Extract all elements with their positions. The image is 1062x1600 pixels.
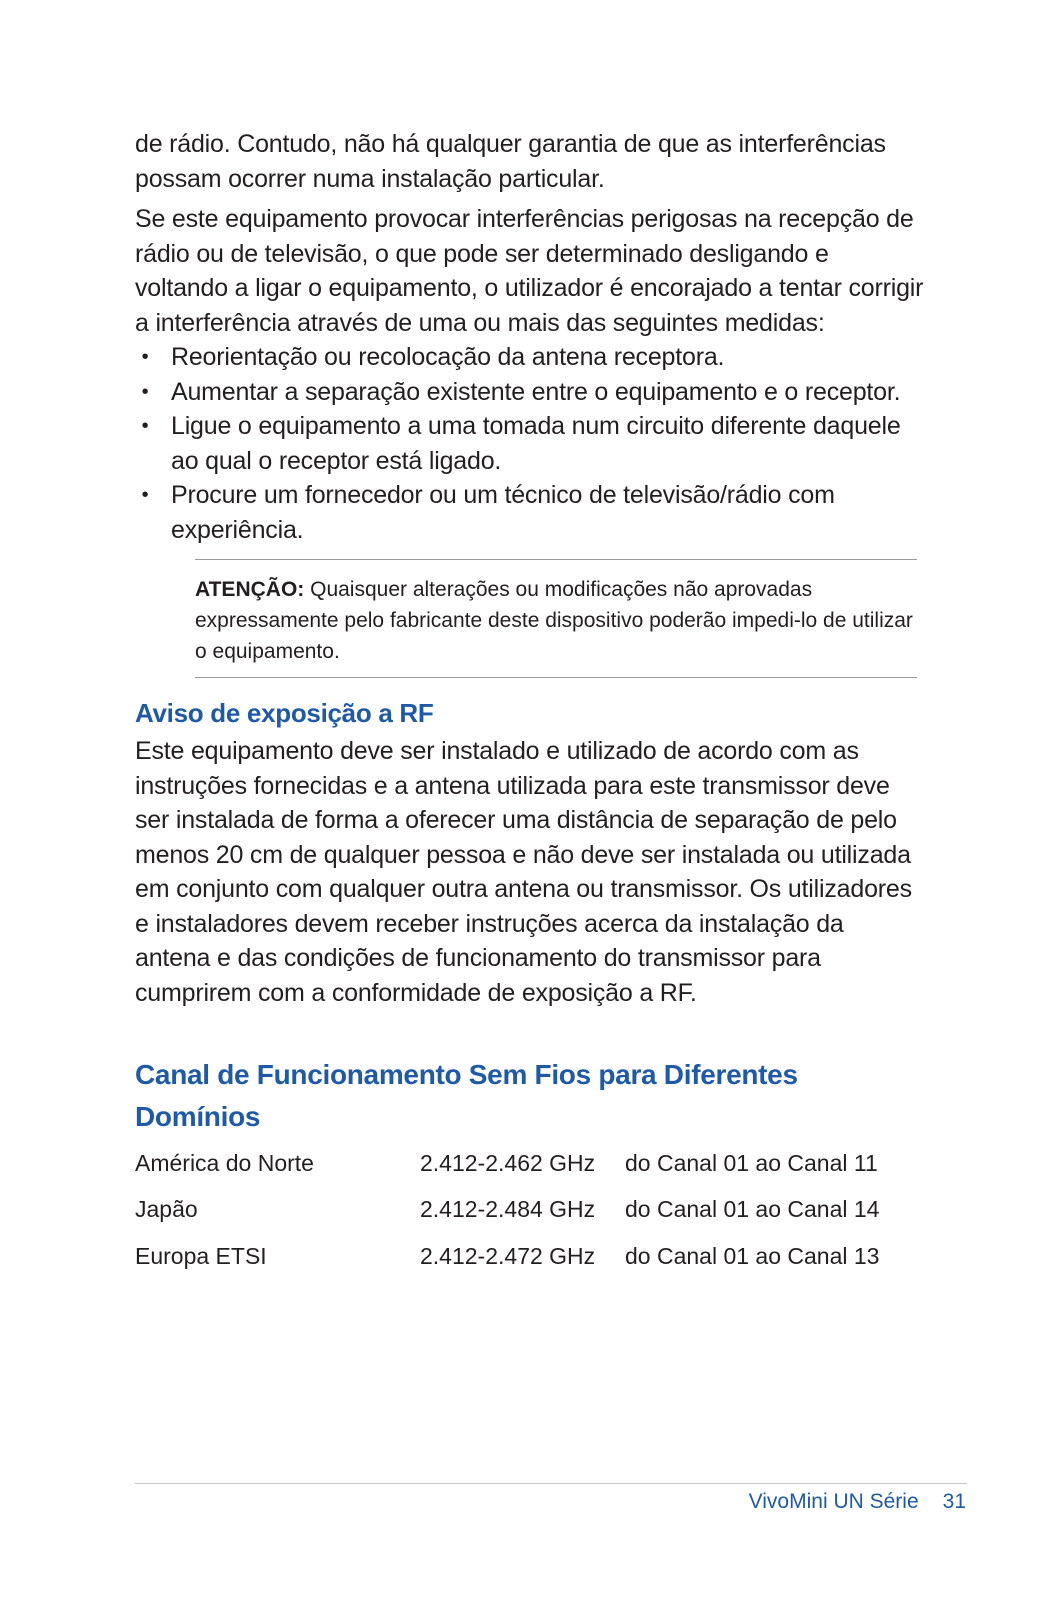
channels-cell: do Canal 01 ao Canal 14 [625, 1196, 880, 1223]
frequency-cell: 2.412-2.484 GHz [420, 1196, 596, 1223]
frequency-cell: 2.412-2.462 GHz [420, 1149, 596, 1176]
intro-paragraph: Se este equipamento provocar interferências perigosas na recepção de rádio ou de televisão, o que pode ser determinado desligando e voltando a ligar o equipamento, o utilizador é encorajado a tentar corrigir a interferência através de uma ou mais das seguintes medidas: [135, 205, 924, 337]
warning-note [195, 559, 917, 678]
warning-body: Quaisquer alterações ou modificações não aprovadas expressamente pelo fabricante deste dispositivo poderão impedi-lo de utilizar o equipamento. [195, 578, 913, 663]
list-item-text: Reorientação ou recolocação da antena receptora. [171, 343, 725, 371]
region-cell: Japão [135, 1196, 198, 1223]
list-item-text: Aumentar a separação existente entre o equipamento e o receptor. [171, 377, 901, 406]
list-item-text: Ligue o equipamento a uma tomada num circuito diferente daquele ao qual o receptor está ligado. [171, 412, 901, 475]
region-cell: Europa ETSI [135, 1242, 267, 1269]
bullet-icon: • [141, 380, 149, 403]
frequency-cell: 2.412-2.472 GHz [420, 1242, 596, 1269]
footer-product-name: VivoMini UN Série [748, 1490, 919, 1513]
channel-table [135, 1140, 879, 1280]
wireless-channel-heading: Canal de Funcionamento Sem Fios para Diferentes Domínios [135, 1059, 798, 1132]
footer-divider [135, 1483, 967, 1484]
warning-label: ATENÇÃO: [195, 578, 305, 601]
bullet-icon: • [141, 415, 149, 437]
warning-note-text [195, 574, 917, 667]
table-row [135, 1140, 879, 1187]
list-item [135, 340, 925, 375]
intro-paragraph: de rádio. Contudo, não há qualquer garantia de que as interferências possam ocorrer numa instalação particular. [135, 130, 886, 193]
list-item [135, 375, 925, 410]
document-page [135, 127, 925, 1280]
channels-cell: do Canal 01 ao Canal 11 [625, 1149, 878, 1176]
table-row [135, 1233, 879, 1280]
measures-list [135, 340, 925, 547]
page-footer [749, 1490, 966, 1514]
table-row [135, 1187, 879, 1234]
list-item [135, 409, 925, 478]
bullet-icon: • [141, 346, 149, 368]
rf-exposure-heading: Aviso de exposição a RF [135, 698, 434, 728]
bullet-icon: • [141, 484, 149, 506]
channels-cell: do Canal 01 ao Canal 13 [625, 1242, 880, 1269]
list-item [135, 478, 925, 547]
list-item-text: Procure um fornecedor ou um técnico de televisão/rádio com experiência. [171, 481, 835, 544]
rf-exposure-paragraph: Este equipamento deve ser instalado e utilizado de acordo com as instruções fornecidas e a antena utilizada para este transmissor deve ser instalada de forma a oferecer uma distância de separação de pelo menos 20 cm de qualquer pessoa e não deve ser instalada ou utilizada em conjunto com qualquer outra antena ou transmissor. Os utilizadores e instaladores devem receber instruções acerca da instalação da antena e das condições de funcionamento do transmissor para cumprirem com a conformidade de exposição a RF. [135, 737, 912, 1007]
page-number: 31 [942, 1490, 966, 1513]
region-cell: América do Norte [135, 1149, 314, 1176]
